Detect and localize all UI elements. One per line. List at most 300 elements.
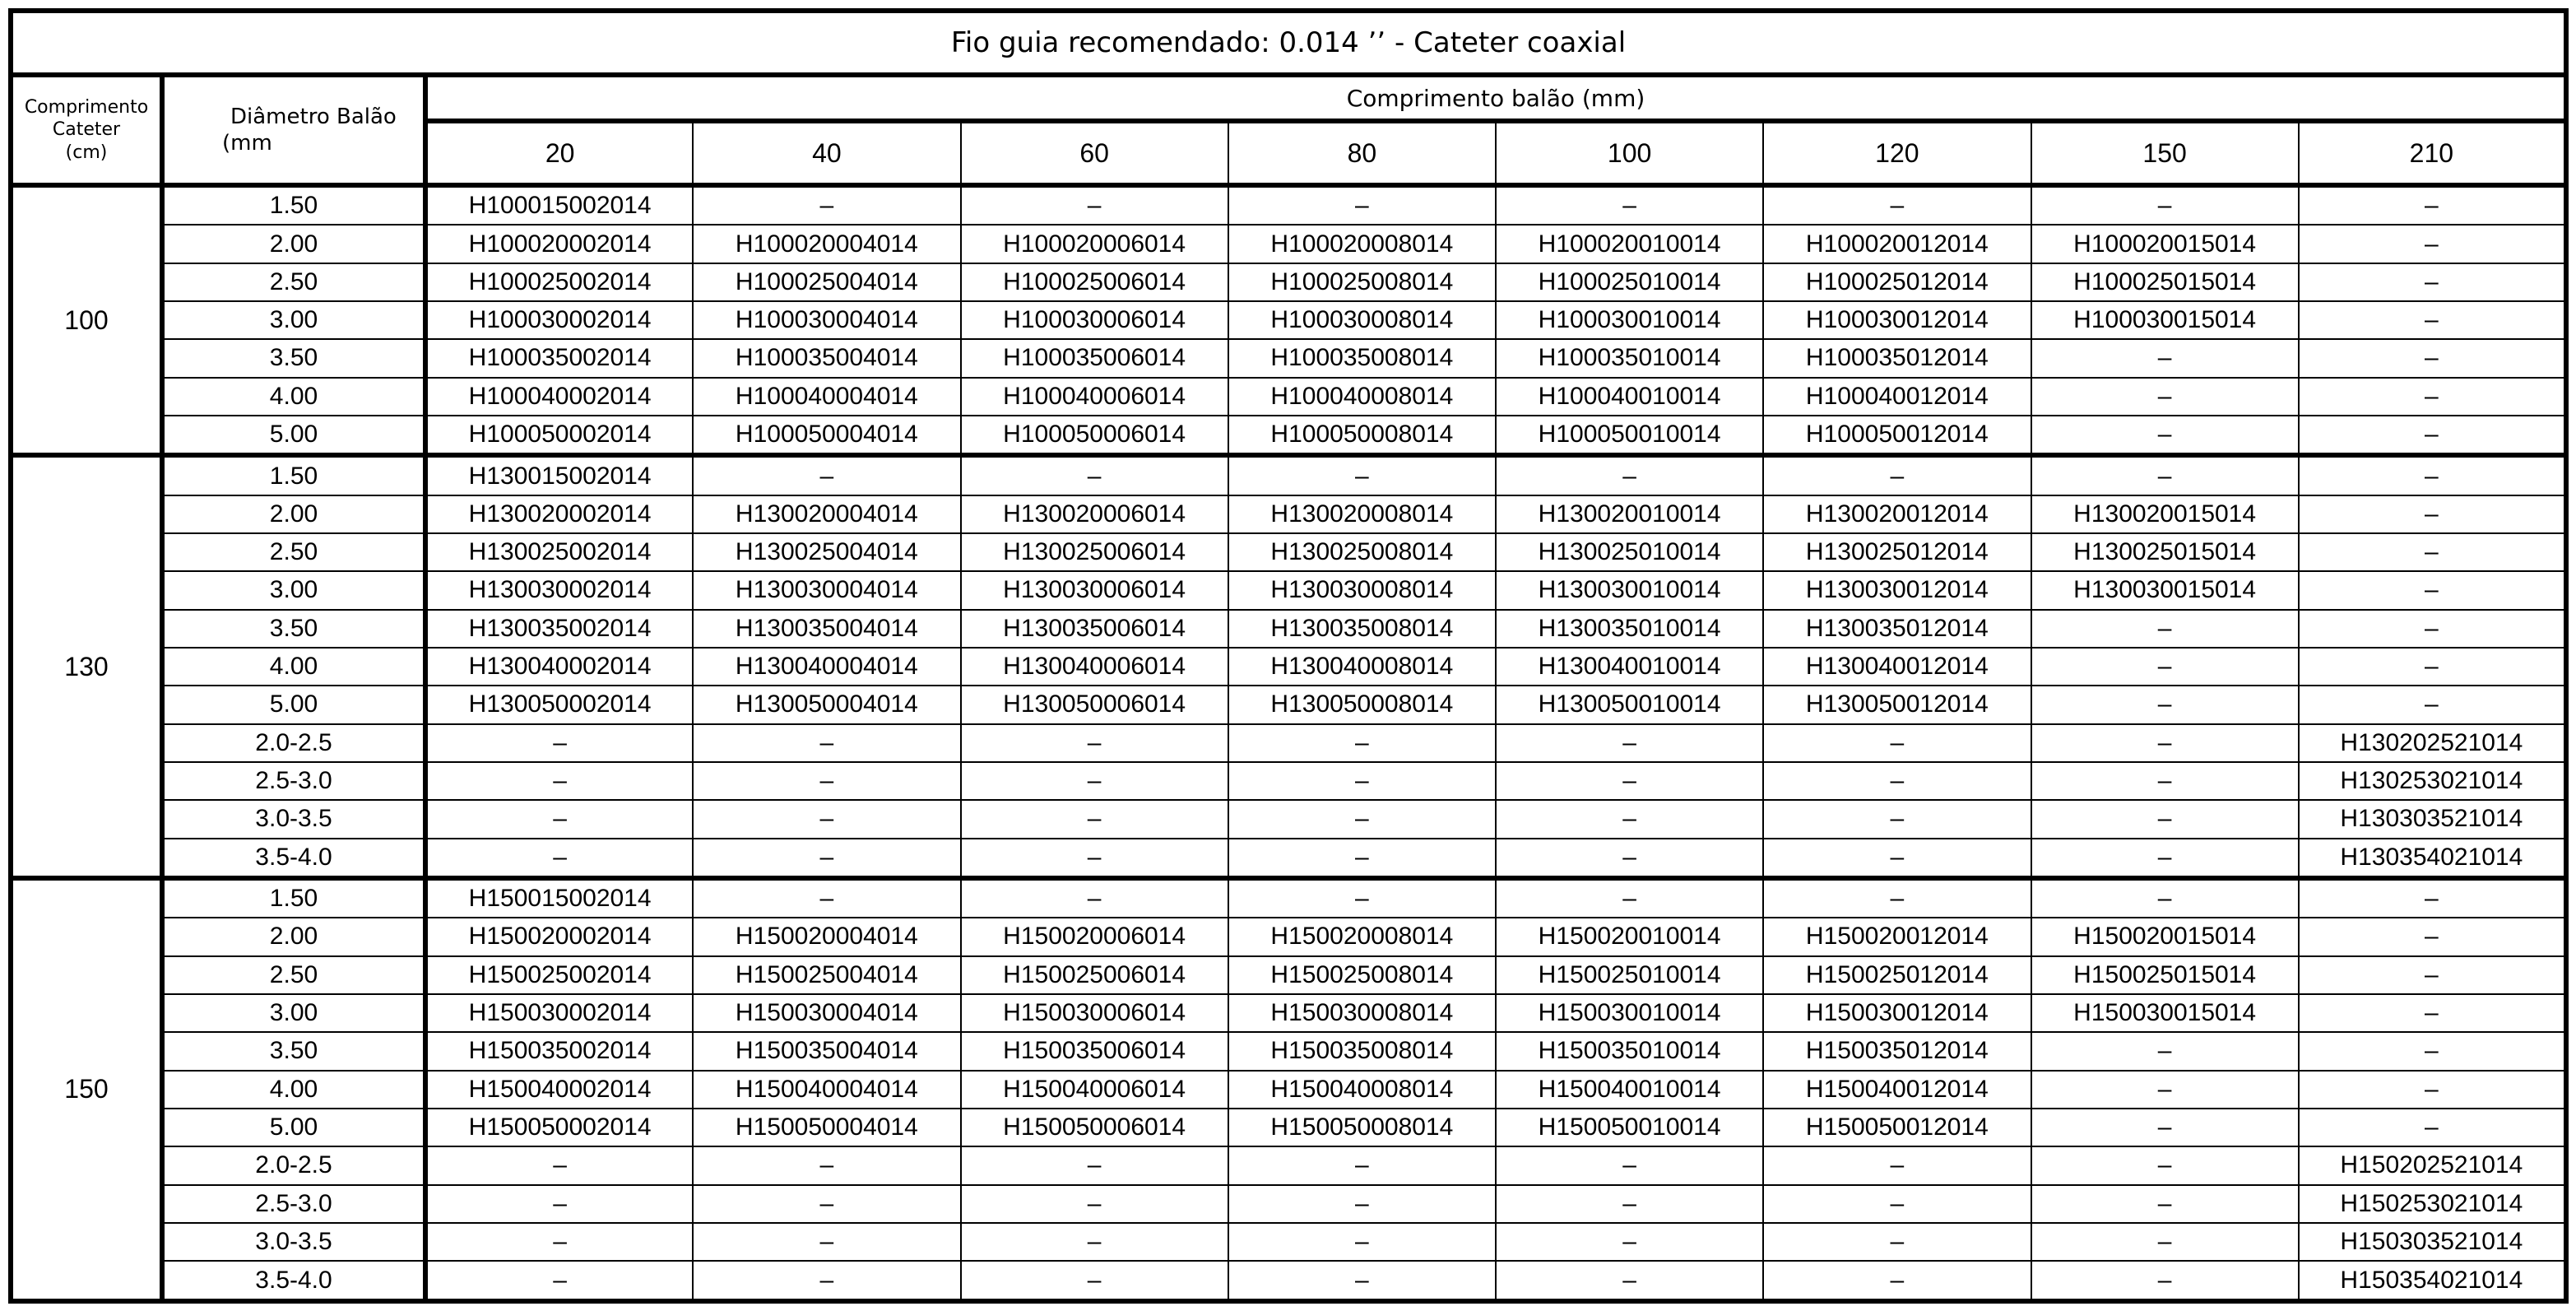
not-available-cell: – <box>961 878 1228 918</box>
table-row <box>11 301 2566 339</box>
balloon-diameter-cell: 2.00 <box>162 225 425 263</box>
product-code-cell: H150020004014 <box>693 918 960 955</box>
table-row <box>11 1032 2566 1070</box>
product-code-cell: H130050006014 <box>961 686 1228 723</box>
balloon-diameter-cell: 5.00 <box>162 416 425 455</box>
table-row <box>11 185 2566 225</box>
not-available-cell: – <box>2031 762 2299 800</box>
not-available-cell: – <box>2031 878 2299 918</box>
product-code-cell: H100050004014 <box>693 416 960 455</box>
product-code-cell: H130040010014 <box>1496 648 1763 686</box>
product-code-cell: H130025010014 <box>1496 533 1763 571</box>
product-code-cell: H100030004014 <box>693 301 960 339</box>
product-code-cell: H150025015014 <box>2031 956 2299 994</box>
balloon-length-header: Comprimento balão (mm) <box>425 75 2566 121</box>
product-code-cell: H100035002014 <box>425 339 693 377</box>
balloon-length-80: 80 <box>1228 121 1496 185</box>
not-available-cell: – <box>961 1146 1228 1184</box>
product-code-cell: H100050006014 <box>961 416 1228 455</box>
product-code-cell: H100020004014 <box>693 225 960 263</box>
not-available-cell: – <box>2299 1071 2566 1109</box>
product-code-cell: H150050006014 <box>961 1109 1228 1146</box>
table-row <box>11 495 2566 533</box>
catheter-length-header-line: Cateter <box>52 119 121 141</box>
product-code-cell: H150020006014 <box>961 918 1228 955</box>
not-available-cell: – <box>425 724 693 762</box>
table-row <box>11 263 2566 301</box>
not-available-cell: – <box>2299 301 2566 339</box>
product-code-cell: H150040004014 <box>693 1071 960 1109</box>
product-code-cell: H150030008014 <box>1228 994 1496 1032</box>
product-code-cell: H150050008014 <box>1228 1109 1496 1146</box>
product-code-cell: H130050004014 <box>693 686 960 723</box>
not-available-cell: – <box>693 839 960 878</box>
table-row <box>11 378 2566 416</box>
balloon-diameter-cell: 4.00 <box>162 1071 425 1109</box>
product-code-cell: H100040002014 <box>425 378 693 416</box>
product-code-cell: H100030015014 <box>2031 301 2299 339</box>
table-row <box>11 1185 2566 1223</box>
product-code-cell: H130030010014 <box>1496 571 1763 609</box>
product-code-cell: H100020008014 <box>1228 225 1496 263</box>
product-code-cell: H150030004014 <box>693 994 960 1032</box>
product-code-cell: H150035008014 <box>1228 1032 1496 1070</box>
not-available-cell: – <box>2299 686 2566 723</box>
product-code-cell: H150020002014 <box>425 918 693 955</box>
not-available-cell: – <box>693 1223 960 1261</box>
not-available-cell: – <box>2299 455 2566 495</box>
product-code-cell: H150020010014 <box>1496 918 1763 955</box>
product-code-cell: H150040012014 <box>1763 1071 2031 1109</box>
balloon-diameter-cell: 3.0-3.5 <box>162 1223 425 1261</box>
not-available-cell: – <box>2299 495 2566 533</box>
not-available-cell: – <box>1763 762 2031 800</box>
balloon-diameter-cell: 2.00 <box>162 918 425 955</box>
product-code-cell: H130035004014 <box>693 610 960 648</box>
product-code-cell: H130040004014 <box>693 648 960 686</box>
product-code-cell: H100050002014 <box>425 416 693 455</box>
product-code-cell: H130035002014 <box>425 610 693 648</box>
not-available-cell: – <box>2031 1223 2299 1261</box>
product-code-cell: H130020015014 <box>2031 495 2299 533</box>
product-code-cell: H100030002014 <box>425 301 693 339</box>
not-available-cell: – <box>2299 610 2566 648</box>
not-available-cell: – <box>1228 800 1496 838</box>
table-body <box>11 185 2566 1301</box>
balloon-diameter-header-line: (mm <box>222 131 272 156</box>
not-available-cell: – <box>1496 878 1763 918</box>
not-available-cell: – <box>2031 1261 2299 1301</box>
product-code-cell: H150020008014 <box>1228 918 1496 955</box>
not-available-cell: – <box>1228 762 1496 800</box>
catheter-length-header <box>11 75 162 185</box>
table-row <box>11 533 2566 571</box>
table-row <box>11 724 2566 762</box>
product-code-cell: H150253021014 <box>2299 1185 2566 1223</box>
not-available-cell: – <box>2031 1032 2299 1070</box>
product-code-cell: H130025006014 <box>961 533 1228 571</box>
table-row <box>11 762 2566 800</box>
balloon-diameter-cell: 2.0-2.5 <box>162 724 425 762</box>
not-available-cell: – <box>2299 416 2566 455</box>
product-code-cell: H150030012014 <box>1763 994 2031 1032</box>
product-code-cell: H100020002014 <box>425 225 693 263</box>
balloon-diameter-cell: 5.00 <box>162 686 425 723</box>
table-row <box>11 1109 2566 1146</box>
product-code-cell: H150030002014 <box>425 994 693 1032</box>
not-available-cell: – <box>2299 533 2566 571</box>
product-code-cell: H130253021014 <box>2299 762 2566 800</box>
not-available-cell: – <box>961 839 1228 878</box>
not-available-cell: – <box>693 724 960 762</box>
product-code-cell: H150050010014 <box>1496 1109 1763 1146</box>
not-available-cell: – <box>961 1185 1228 1223</box>
product-code-cell: H150035010014 <box>1496 1032 1763 1070</box>
product-code-cell: H100020015014 <box>2031 225 2299 263</box>
balloon-diameter-cell: 2.00 <box>162 495 425 533</box>
table-row <box>11 878 2566 918</box>
product-code-cell: H130202521014 <box>2299 724 2566 762</box>
balloon-diameter-cell: 2.50 <box>162 533 425 571</box>
table-row <box>11 455 2566 495</box>
balloon-diameter-cell: 2.50 <box>162 956 425 994</box>
product-code-cell: H130025012014 <box>1763 533 2031 571</box>
not-available-cell: – <box>1763 1146 2031 1184</box>
product-code-cell: H100020006014 <box>961 225 1228 263</box>
product-code-cell: H100030012014 <box>1763 301 2031 339</box>
not-available-cell: – <box>1763 1261 2031 1301</box>
product-code-cell: H100040012014 <box>1763 378 2031 416</box>
product-code-cell: H150025002014 <box>425 956 693 994</box>
balloon-diameter-cell: 3.5-4.0 <box>162 839 425 878</box>
not-available-cell: – <box>693 1261 960 1301</box>
product-code-cell: H150030006014 <box>961 994 1228 1032</box>
not-available-cell: – <box>425 1261 693 1301</box>
product-code-cell: H100020012014 <box>1763 225 2031 263</box>
not-available-cell: – <box>693 1185 960 1223</box>
not-available-cell: – <box>2299 1032 2566 1070</box>
product-code-cell: H150040010014 <box>1496 1071 1763 1109</box>
not-available-cell: – <box>2299 648 2566 686</box>
catheter-length-header-line: Comprimento <box>24 96 149 118</box>
product-code-cell: H100050012014 <box>1763 416 2031 455</box>
product-code-cell: H130025008014 <box>1228 533 1496 571</box>
not-available-cell: – <box>961 800 1228 838</box>
product-code-cell: H130040002014 <box>425 648 693 686</box>
catheter-length-cell: 130 <box>11 455 162 878</box>
not-available-cell: – <box>1763 800 2031 838</box>
not-available-cell: – <box>961 1261 1228 1301</box>
table-row <box>11 918 2566 955</box>
table-title: Fio guia recomendado: 0.014 ’’ - Cateter coaxial <box>11 11 2566 75</box>
not-available-cell: – <box>1228 1261 1496 1301</box>
product-code-cell: H130040008014 <box>1228 648 1496 686</box>
not-available-cell: – <box>1763 185 2031 225</box>
not-available-cell: – <box>2299 956 2566 994</box>
catheter-length-cell: 100 <box>11 185 162 455</box>
not-available-cell: – <box>961 762 1228 800</box>
not-available-cell: – <box>2031 800 2299 838</box>
product-code-cell: H130050008014 <box>1228 686 1496 723</box>
balloon-length-40: 40 <box>693 121 960 185</box>
product-code-cell: H130025015014 <box>2031 533 2299 571</box>
not-available-cell: – <box>1228 839 1496 878</box>
product-code-cell: H150050004014 <box>693 1109 960 1146</box>
not-available-cell: – <box>2031 1185 2299 1223</box>
balloon-diameter-cell: 3.50 <box>162 1032 425 1070</box>
not-available-cell: – <box>693 455 960 495</box>
table-row <box>11 416 2566 455</box>
balloon-diameter-cell: 3.0-3.5 <box>162 800 425 838</box>
product-code-cell: H150040006014 <box>961 1071 1228 1109</box>
product-code-cell: H100035010014 <box>1496 339 1763 377</box>
product-code-cell: H100035008014 <box>1228 339 1496 377</box>
table-row <box>11 339 2566 377</box>
not-available-cell: – <box>2031 724 2299 762</box>
product-code-cell: H150035004014 <box>693 1032 960 1070</box>
not-available-cell: – <box>693 762 960 800</box>
balloon-diameter-cell: 3.00 <box>162 571 425 609</box>
product-code-cell: H150030015014 <box>2031 994 2299 1032</box>
product-code-cell: H100040004014 <box>693 378 960 416</box>
balloon-diameter-header <box>162 75 425 185</box>
product-code-cell: H150025012014 <box>1763 956 2031 994</box>
not-available-cell: – <box>425 800 693 838</box>
product-code-cell: H150020015014 <box>2031 918 2299 955</box>
not-available-cell: – <box>2299 185 2566 225</box>
not-available-cell: – <box>2031 686 2299 723</box>
not-available-cell: – <box>1228 455 1496 495</box>
product-code-cell: H100025006014 <box>961 263 1228 301</box>
table-row <box>11 1146 2566 1184</box>
balloon-diameter-cell: 3.00 <box>162 994 425 1032</box>
not-available-cell: – <box>2031 1146 2299 1184</box>
not-available-cell: – <box>1496 455 1763 495</box>
not-available-cell: – <box>1496 1223 1763 1261</box>
not-available-cell: – <box>2299 339 2566 377</box>
not-available-cell: – <box>2299 918 2566 955</box>
product-code-cell: H150050012014 <box>1763 1109 2031 1146</box>
product-code-cell: H150035006014 <box>961 1032 1228 1070</box>
not-available-cell: – <box>2031 648 2299 686</box>
table-row <box>11 225 2566 263</box>
product-code-cell: H100040008014 <box>1228 378 1496 416</box>
product-code-cell: H100050010014 <box>1496 416 1763 455</box>
product-code-cell: H130035008014 <box>1228 610 1496 648</box>
not-available-cell: – <box>2299 225 2566 263</box>
not-available-cell: – <box>1496 762 1763 800</box>
balloon-length-120: 120 <box>1763 121 2031 185</box>
product-code-cell: H100025008014 <box>1228 263 1496 301</box>
not-available-cell: – <box>1763 839 2031 878</box>
balloon-diameter-cell: 3.50 <box>162 610 425 648</box>
product-code-cell: H130025002014 <box>425 533 693 571</box>
table-row <box>11 1071 2566 1109</box>
balloon-length-60: 60 <box>961 121 1228 185</box>
balloon-diameter-cell: 1.50 <box>162 878 425 918</box>
not-available-cell: – <box>1496 1146 1763 1184</box>
not-available-cell: – <box>2031 378 2299 416</box>
product-code-cell: H150040008014 <box>1228 1071 1496 1109</box>
product-code-cell: H150025008014 <box>1228 956 1496 994</box>
not-available-cell: – <box>1496 1261 1763 1301</box>
not-available-cell: – <box>1763 1223 2031 1261</box>
balloon-diameter-header-line: Diâmetro Balão <box>230 104 397 129</box>
balloon-diameter-cell: 3.00 <box>162 301 425 339</box>
not-available-cell: – <box>2299 1109 2566 1146</box>
not-available-cell: – <box>961 455 1228 495</box>
table-row <box>11 686 2566 723</box>
balloon-diameter-cell: 4.00 <box>162 378 425 416</box>
product-code-cell: H150025010014 <box>1496 956 1763 994</box>
not-available-cell: – <box>2031 610 2299 648</box>
product-code-cell: H130030002014 <box>425 571 693 609</box>
product-code-cell: H100035006014 <box>961 339 1228 377</box>
product-code-cell: H100020010014 <box>1496 225 1763 263</box>
product-code-cell: H130354021014 <box>2299 839 2566 878</box>
not-available-cell: – <box>693 800 960 838</box>
product-code-cell: H130050010014 <box>1496 686 1763 723</box>
not-available-cell: – <box>2299 263 2566 301</box>
balloon-diameter-cell: 3.5-4.0 <box>162 1261 425 1301</box>
product-code-cell: H130020004014 <box>693 495 960 533</box>
not-available-cell: – <box>693 185 960 225</box>
table-row <box>11 1261 2566 1301</box>
balloon-diameter-cell: 2.50 <box>162 263 425 301</box>
product-code-cell: H100035004014 <box>693 339 960 377</box>
product-code-cell: H130030004014 <box>693 571 960 609</box>
not-available-cell: – <box>1228 1185 1496 1223</box>
product-code-cell: H100025010014 <box>1496 263 1763 301</box>
not-available-cell: – <box>2031 339 2299 377</box>
product-code-cell: H130020012014 <box>1763 495 2031 533</box>
not-available-cell: – <box>1496 1185 1763 1223</box>
product-code-cell: H100025012014 <box>1763 263 2031 301</box>
catheter-length-cell: 150 <box>11 878 162 1301</box>
not-available-cell: – <box>2031 455 2299 495</box>
not-available-cell: – <box>1228 878 1496 918</box>
product-code-cell: H130040012014 <box>1763 648 2031 686</box>
product-code-cell: H130050012014 <box>1763 686 2031 723</box>
not-available-cell: – <box>425 839 693 878</box>
product-code-cell: H130020008014 <box>1228 495 1496 533</box>
product-code-cell: H100040006014 <box>961 378 1228 416</box>
product-code-cell: H150354021014 <box>2299 1261 2566 1301</box>
not-available-cell: – <box>1228 1223 1496 1261</box>
not-available-cell: – <box>1763 1185 2031 1223</box>
balloon-diameter-cell: 4.00 <box>162 648 425 686</box>
table-row <box>11 1223 2566 1261</box>
not-available-cell: – <box>2299 571 2566 609</box>
product-code-cell: H130020002014 <box>425 495 693 533</box>
product-code-cell: H150303521014 <box>2299 1223 2566 1261</box>
product-code-cell: H100030010014 <box>1496 301 1763 339</box>
product-code-cell: H100050008014 <box>1228 416 1496 455</box>
balloon-diameter-cell: 1.50 <box>162 185 425 225</box>
product-code-cell: H150015002014 <box>425 878 693 918</box>
not-available-cell: – <box>1228 1146 1496 1184</box>
not-available-cell: – <box>961 1223 1228 1261</box>
not-available-cell: – <box>425 1223 693 1261</box>
product-code-cell: H100025004014 <box>693 263 960 301</box>
product-code-cell: H100035012014 <box>1763 339 2031 377</box>
product-code-cell: H100025002014 <box>425 263 693 301</box>
not-available-cell: – <box>1763 455 2031 495</box>
catheter-length-header-line: (cm) <box>65 142 108 163</box>
product-code-cell: H130020010014 <box>1496 495 1763 533</box>
product-code-cell: H130020006014 <box>961 495 1228 533</box>
balloon-diameter-cell: 1.50 <box>162 455 425 495</box>
product-code-cell: H130040006014 <box>961 648 1228 686</box>
balloon-length-150: 150 <box>2031 121 2299 185</box>
product-code-cell: H100040010014 <box>1496 378 1763 416</box>
product-code-cell: H130050002014 <box>425 686 693 723</box>
not-available-cell: – <box>961 724 1228 762</box>
balloon-length-210: 210 <box>2299 121 2566 185</box>
product-code-cell: H100030008014 <box>1228 301 1496 339</box>
not-available-cell: – <box>693 878 960 918</box>
balloon-diameter-cell: 5.00 <box>162 1109 425 1146</box>
product-code-cell: H150050002014 <box>425 1109 693 1146</box>
table-row <box>11 610 2566 648</box>
not-available-cell: – <box>2299 878 2566 918</box>
not-available-cell: – <box>1763 724 2031 762</box>
not-available-cell: – <box>2031 1071 2299 1109</box>
product-code-cell: H130025004014 <box>693 533 960 571</box>
product-code-cell: H130030012014 <box>1763 571 2031 609</box>
product-code-cell: H150202521014 <box>2299 1146 2566 1184</box>
balloon-catheter-table <box>8 8 2569 1304</box>
product-code-cell: H130303521014 <box>2299 800 2566 838</box>
product-code-cell: H150030010014 <box>1496 994 1763 1032</box>
not-available-cell: – <box>1228 185 1496 225</box>
not-available-cell: – <box>961 185 1228 225</box>
product-code-cell: H130030006014 <box>961 571 1228 609</box>
product-code-cell: H150040002014 <box>425 1071 693 1109</box>
product-code-cell: H130035012014 <box>1763 610 2031 648</box>
balloon-diameter-cell: 2.5-3.0 <box>162 1185 425 1223</box>
not-available-cell: – <box>1496 185 1763 225</box>
product-code-cell: H150020012014 <box>1763 918 2031 955</box>
product-code-cell: H100025015014 <box>2031 263 2299 301</box>
not-available-cell: – <box>2031 416 2299 455</box>
product-code-cell: H150025006014 <box>961 956 1228 994</box>
product-code-cell: H130035006014 <box>961 610 1228 648</box>
not-available-cell: – <box>1496 800 1763 838</box>
not-available-cell: – <box>2031 185 2299 225</box>
not-available-cell: – <box>2031 839 2299 878</box>
balloon-diameter-cell: 2.0-2.5 <box>162 1146 425 1184</box>
product-code-cell: H130030015014 <box>2031 571 2299 609</box>
product-code-cell: H150035002014 <box>425 1032 693 1070</box>
product-code-cell: H130035010014 <box>1496 610 1763 648</box>
not-available-cell: – <box>1228 724 1496 762</box>
balloon-diameter-cell: 3.50 <box>162 339 425 377</box>
not-available-cell: – <box>2299 378 2566 416</box>
not-available-cell: – <box>1496 839 1763 878</box>
not-available-cell: – <box>2031 1109 2299 1146</box>
table-row <box>11 839 2566 878</box>
not-available-cell: – <box>2299 994 2566 1032</box>
table-row <box>11 994 2566 1032</box>
not-available-cell: – <box>1496 724 1763 762</box>
not-available-cell: – <box>425 1185 693 1223</box>
table-row <box>11 571 2566 609</box>
product-code-cell: H100030006014 <box>961 301 1228 339</box>
balloon-length-100: 100 <box>1496 121 1763 185</box>
product-code-cell: H130030008014 <box>1228 571 1496 609</box>
not-available-cell: – <box>1763 878 2031 918</box>
